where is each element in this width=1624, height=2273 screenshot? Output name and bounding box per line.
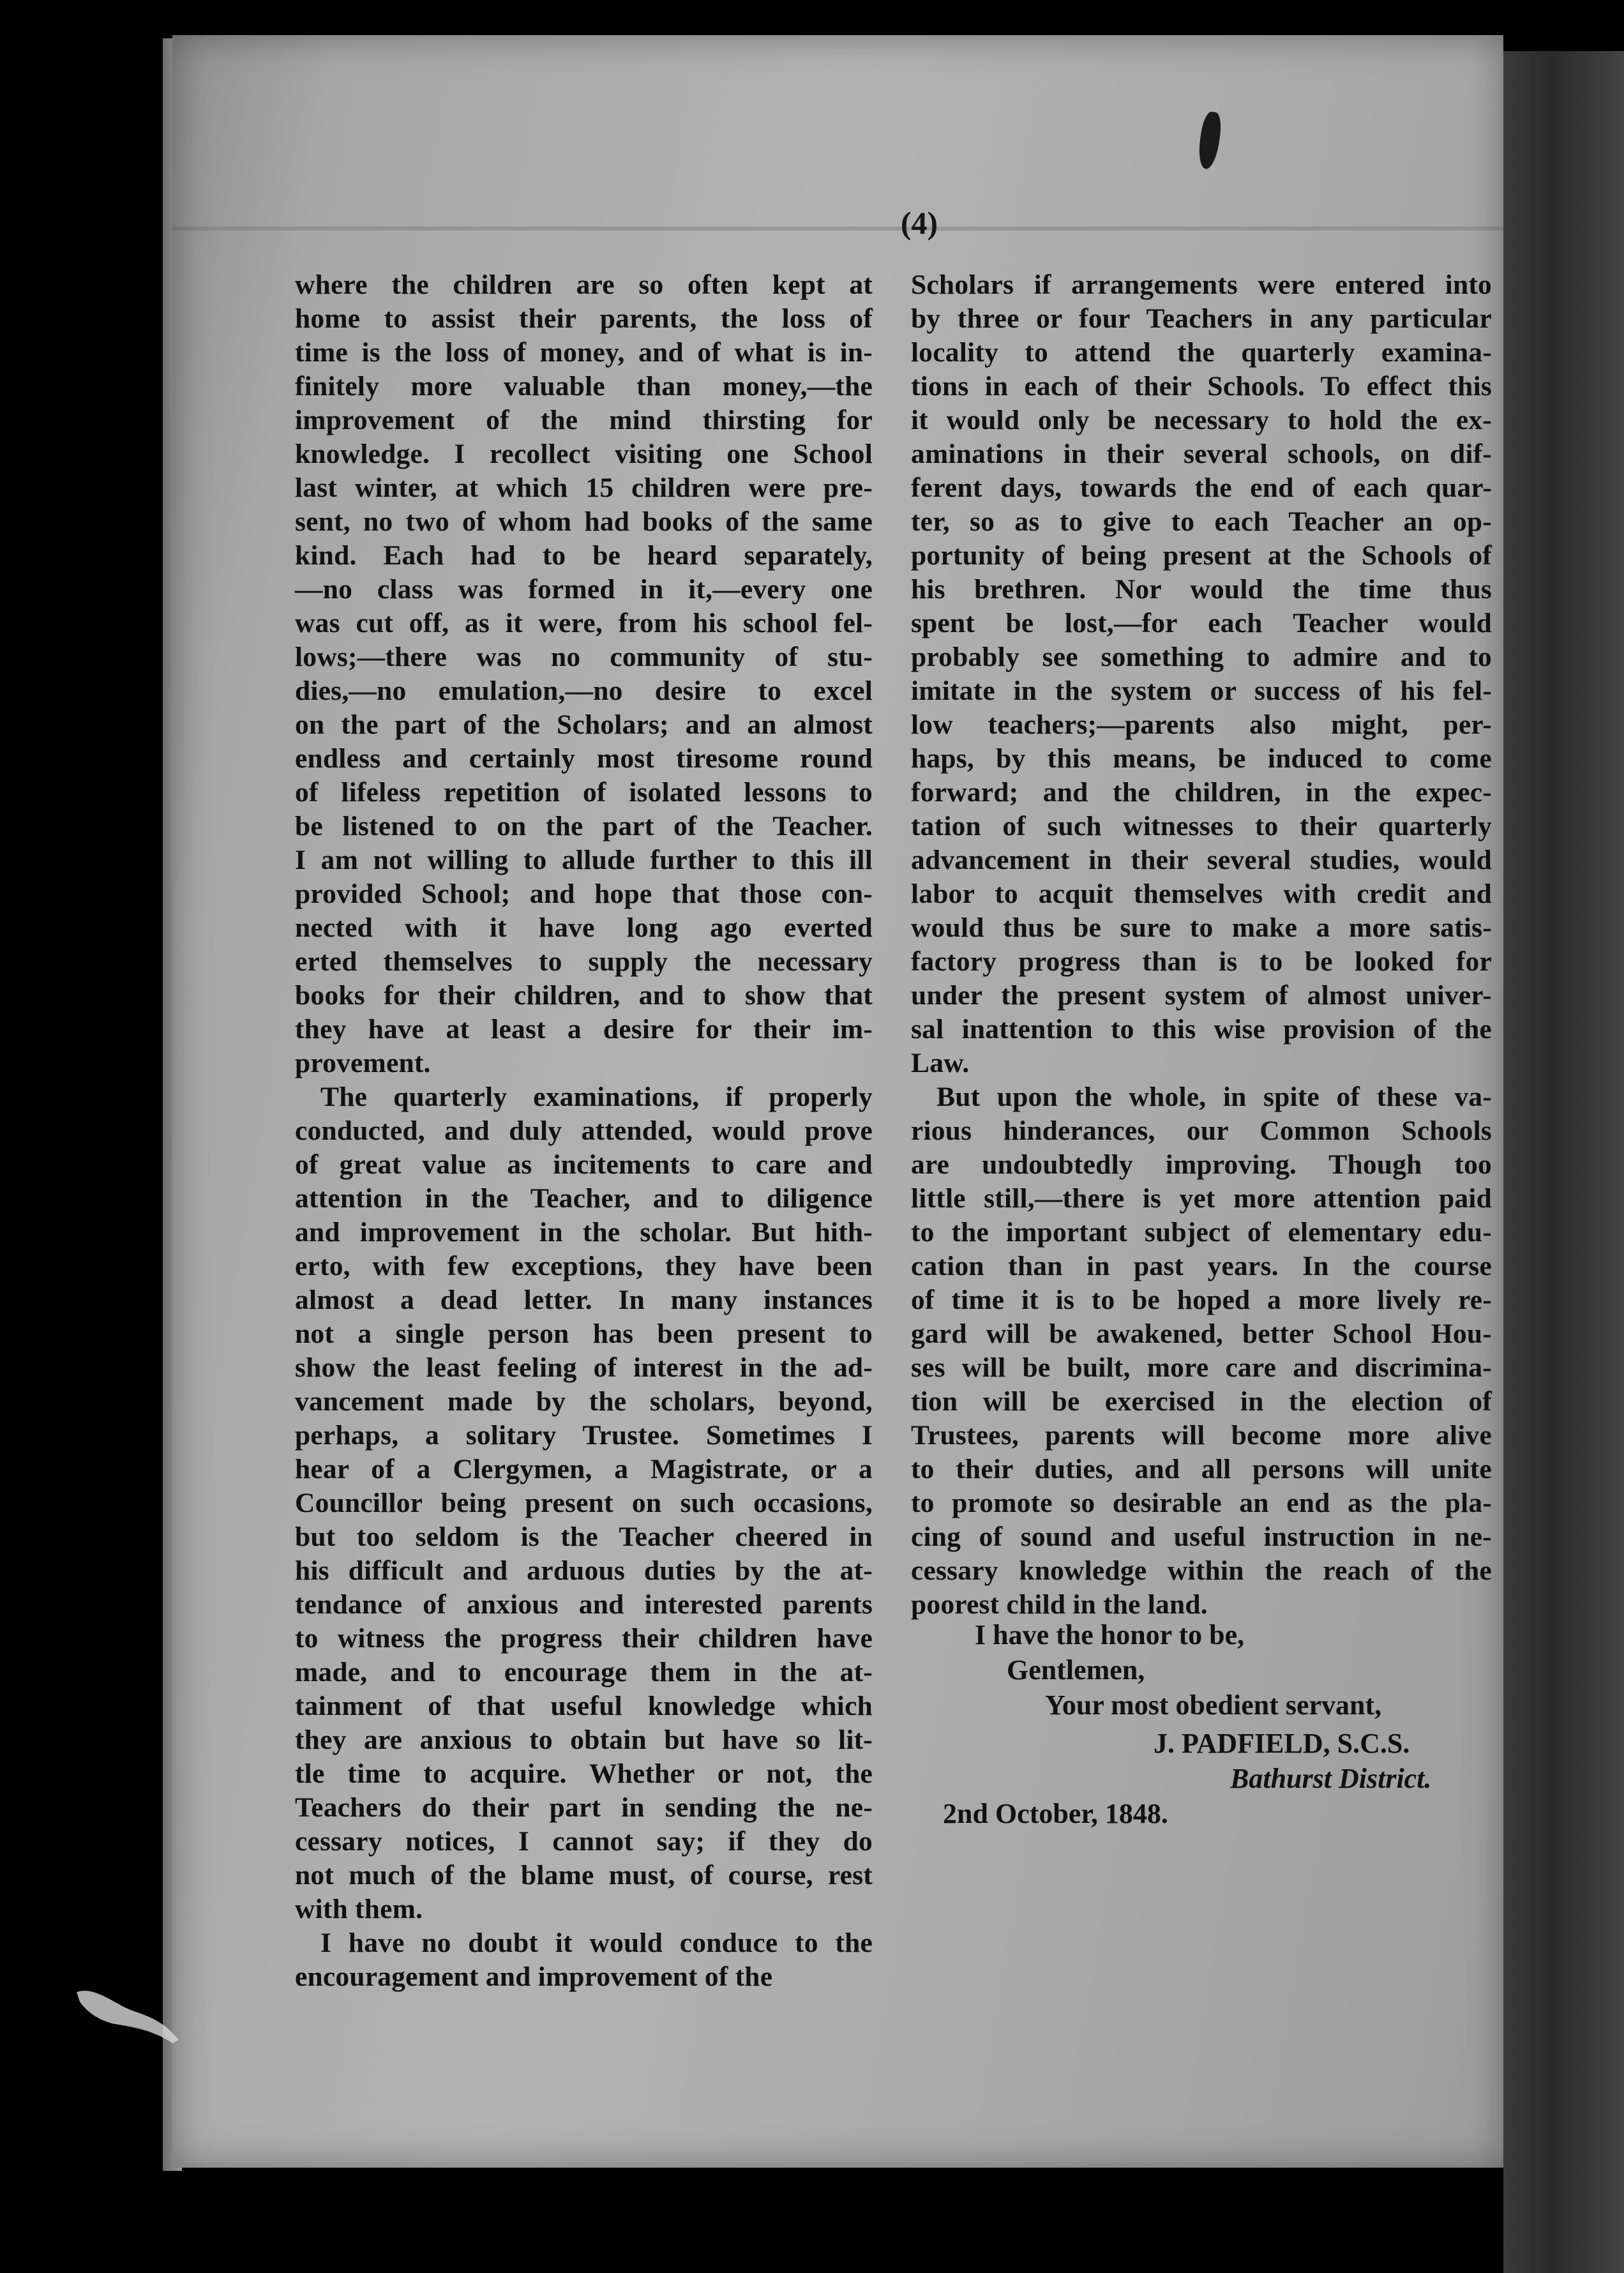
text-line: his difficult and arduous duties by the at- <box>295 1555 873 1586</box>
text-line: Councillor being present on such occasions, <box>295 1488 873 1518</box>
text-line: of great value as incitements to care and <box>295 1149 873 1180</box>
text-line: tle time to acquire. Whether or not, the <box>295 1758 873 1789</box>
text-line: almost a dead letter. In many instances <box>295 1285 873 1315</box>
text-line: ferent days, towards the end of each quar- <box>911 472 1492 503</box>
text-line: they have at least a desire for their im- <box>295 1014 873 1045</box>
text-line: tainment of that useful knowledge which <box>295 1691 873 1721</box>
text-line: Scholars if arrangements were entered into <box>911 269 1492 300</box>
text-line: low teachers;—parents also might, per- <box>911 709 1492 740</box>
text-line: with them. <box>295 1894 423 1924</box>
text-line: endless and certainly most tiresome round <box>295 743 873 774</box>
text-line: Teachers do their part in sending the ne- <box>295 1792 873 1823</box>
text-line: The quarterly examinations, if properly <box>320 1082 873 1112</box>
text-line: time is the loss of money, and of what is in- <box>295 337 873 368</box>
text-line: factory progress than is to be looked for <box>911 946 1492 977</box>
text-line: they are anxious to obtain but have so lit- <box>295 1725 873 1755</box>
text-line: tions in each of their Schools. To effect this <box>911 371 1492 402</box>
text-line: imitate in the system or success of his fel- <box>911 676 1492 706</box>
text-line: it would only be necessary to hold the ex- <box>911 405 1492 435</box>
text-line: cing of sound and useful instruction in ne- <box>911 1522 1492 1552</box>
text-line: ses will be built, more care and discrimina- <box>911 1352 1492 1383</box>
text-line: aminations in their several schools, on dif- <box>911 439 1492 469</box>
text-line: his brethren. Nor would the time thus <box>911 574 1492 605</box>
text-line: encouragement and improvement of the <box>295 1961 773 1992</box>
text-line: But upon the whole, in spite of these va- <box>936 1082 1492 1112</box>
text-line: cessary notices, I cannot say; if they do <box>295 1826 873 1857</box>
text-line: advancement in their several studies, would <box>911 845 1492 875</box>
text-line: home to assist their parents, the loss of <box>295 303 873 334</box>
text-line: forward; and the children, in the expec- <box>911 777 1492 808</box>
text-line: labor to acquit themselves with credit and <box>911 879 1492 909</box>
text-line: made, and to encourage them in the at- <box>295 1657 873 1688</box>
text-line: spent be lost,—for each Teacher would <box>911 608 1492 638</box>
text-line: sal inattention to this wise provision of the <box>911 1014 1492 1045</box>
text-line: dies,—no emulation,—no desire to excel <box>295 676 873 706</box>
text-line: last winter, at which 15 children were pre- <box>295 472 873 503</box>
text-line: not much of the blame must, of course, rest <box>295 1860 873 1891</box>
text-line: sent, no two of whom had books of the same <box>295 506 873 537</box>
text-line: cessary knowledge within the reach of the <box>911 1555 1492 1586</box>
text-line: ter, so as to give to each Teacher an op- <box>911 506 1492 537</box>
date: 2nd October, 1848. <box>943 1798 1168 1829</box>
paper-stain <box>70 1979 185 2050</box>
text-line: improvement of the mind thirsting for <box>295 405 873 435</box>
text-line: probably see something to admire and to <box>911 642 1492 672</box>
text-line: on the part of the Scholars; and an almost <box>295 709 873 740</box>
text-line: gard will be awakened, better School Hou- <box>911 1318 1492 1349</box>
closing-line: I have the honor to be, <box>975 1619 1245 1650</box>
text-line: but too seldom is the Teacher cheered in <box>295 1522 873 1552</box>
text-line: would thus be sure to make a more satis- <box>911 912 1492 943</box>
text-line: by three or four Teachers in any particular <box>911 303 1492 334</box>
text-line: be listened to on the part of the Teacher. <box>295 811 873 842</box>
text-line: I am not willing to allude further to this ill <box>295 845 873 875</box>
text-line: perhaps, a solitary Trustee. Sometimes I <box>295 1420 873 1451</box>
text-line: I have no doubt it would conduce to the <box>320 1928 873 1958</box>
text-line: hear of a Clergymen, a Magistrate, or a <box>295 1454 873 1484</box>
valediction: Your most obedient servant, <box>1045 1689 1382 1721</box>
text-line: —no class was formed in it,—every one <box>295 574 873 605</box>
text-line: to promote so desirable an end as the pla- <box>911 1488 1492 1518</box>
text-line: tion will be exercised in the election of <box>911 1386 1492 1417</box>
text-line: to their duties, and all persons will unite <box>911 1454 1492 1484</box>
ink-blot <box>1196 110 1223 170</box>
text-line: Trustees, parents will become more alive <box>911 1420 1492 1451</box>
text-line: cation than in past years. In the course <box>911 1251 1492 1281</box>
signature: J. PADFIELD, S.C.S. <box>1154 1728 1410 1759</box>
text-line: portunity of being present at the Schools of <box>911 540 1492 571</box>
text-line: rious hinderances, our Common Schools <box>911 1115 1492 1146</box>
text-line: provided School; and hope that those con- <box>295 879 873 909</box>
text-line: attention in the Teacher, and to diligence <box>295 1183 873 1214</box>
text-line: tendance of anxious and interested parents <box>295 1589 873 1620</box>
text-line: of lifeless repetition of isolated lessons to <box>295 777 873 808</box>
text-line: of time it is to be hoped a more lively re- <box>911 1285 1492 1315</box>
text-line: conducted, and duly attended, would prove <box>295 1115 873 1146</box>
paper-fold <box>172 227 1503 230</box>
adjacent-page-edge <box>1503 51 1624 2273</box>
text-line: haps, by this means, be induced to come <box>911 743 1492 774</box>
text-line: was cut off, as it were, from his school fel- <box>295 608 873 638</box>
district: Bathurst District. <box>1230 1763 1432 1794</box>
text-line: vancement made by the scholars, beyond, <box>295 1386 873 1417</box>
text-line: and improvement in the scholar. But hith- <box>295 1217 873 1248</box>
text-line: little still,—there is yet more attention paid <box>911 1183 1492 1214</box>
text-line: kind. Each had to be heard separately, <box>295 540 873 571</box>
text-line: provement. <box>295 1048 431 1078</box>
text-line: to witness the progress their children have <box>295 1623 873 1654</box>
left-column <box>295 268 873 2030</box>
text-line: books for their children, and to show that <box>295 980 873 1011</box>
text-line: knowledge. I recollect visiting one School <box>295 439 873 469</box>
text-line: erto, with few exceptions, they have been <box>295 1251 873 1281</box>
text-line: not a single person has been present to <box>295 1318 873 1349</box>
text-line: under the present system of almost univer- <box>911 980 1492 1011</box>
text-line: where the children are so often kept at <box>295 269 873 300</box>
salutation: Gentlemen, <box>1007 1654 1145 1686</box>
text-line: erted themselves to supply the necessary <box>295 946 873 977</box>
text-line: are undoubtedly improving. Though too <box>911 1149 1492 1180</box>
text-line: show the least feeling of interest in the ad- <box>295 1352 873 1383</box>
text-line: poorest child in the land. <box>911 1589 1208 1620</box>
text-line: tation of such witnesses to their quarterly <box>911 811 1492 842</box>
text-line: finitely more valuable than money,—the <box>295 371 873 402</box>
page-number: (4) <box>900 205 938 241</box>
text-line: Law. <box>911 1048 970 1078</box>
text-line: to the important subject of elementary edu- <box>911 1217 1492 1248</box>
text-line: nected with it have long ago everted <box>295 912 873 943</box>
text-line: locality to attend the quarterly examina- <box>911 337 1492 368</box>
text-line: lows;—there was no community of stu- <box>295 642 873 672</box>
